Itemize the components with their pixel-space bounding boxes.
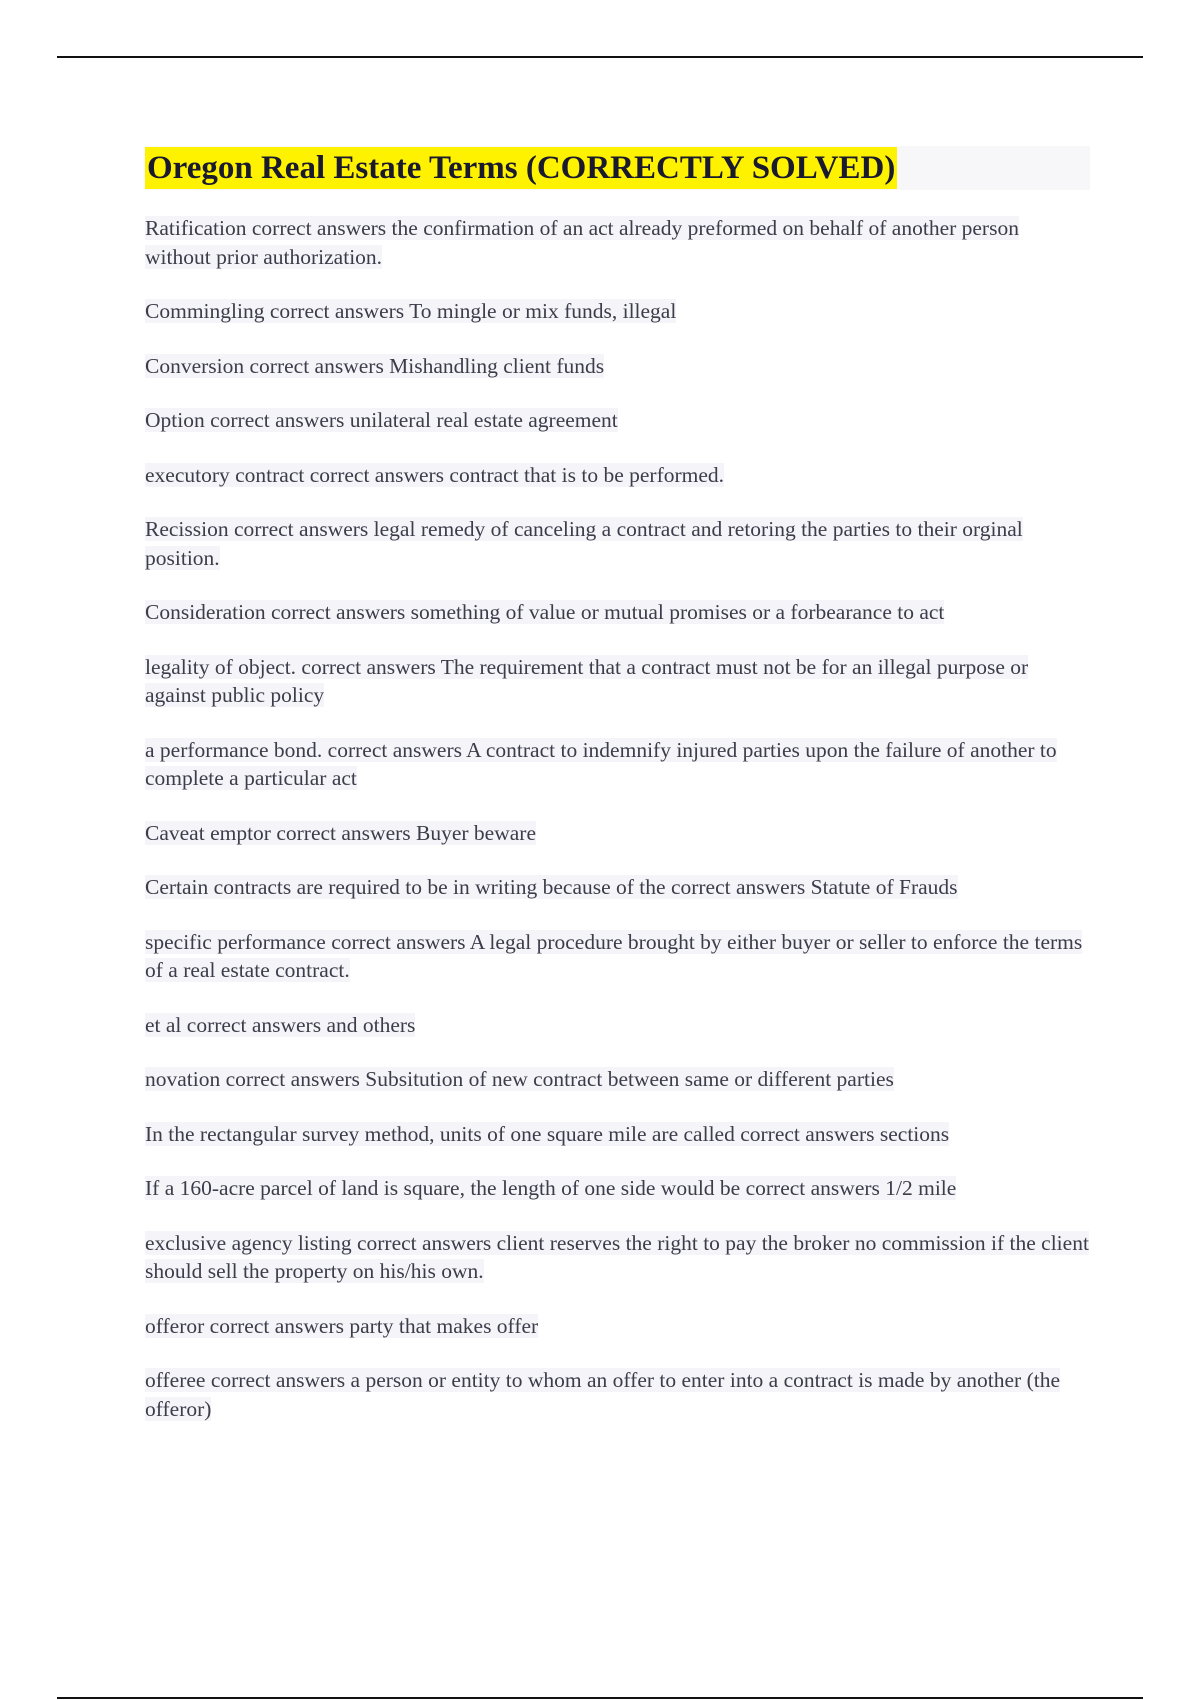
term-text: offeror correct answers party that makes offer: [145, 1313, 539, 1338]
term-text: et al correct answers and others: [145, 1012, 416, 1037]
term-text: If a 160-acre parcel of land is square, the length of one side would be correct answers 1/2 mile: [145, 1176, 957, 1200]
term-item: [145, 515, 1090, 572]
term-text: Option correct answers unilateral real estate agreement: [145, 408, 618, 432]
term-item: [145, 873, 1090, 902]
term-item: [145, 1065, 1090, 1094]
term-text: exclusive agency listing correct answers client reserves the right to pay the broker no commission if the client should sell the property on his/his own.: [145, 1230, 1089, 1283]
terms-list: [145, 214, 1090, 1423]
term-item: [145, 1366, 1090, 1423]
term-text: In the rectangular survey method, units of one square mile are called correct answers sections: [145, 1121, 950, 1146]
top-rule: [57, 56, 1143, 58]
term-item: [145, 1120, 1090, 1149]
term-text: novation correct answers Subsitution of new contract between same or different parties: [145, 1067, 894, 1091]
term-item: [145, 352, 1090, 381]
term-text: a performance bond. correct answers A contract to indemnify injured parties upon the failure of another to complete a particular act: [145, 737, 1057, 790]
term-item: [145, 297, 1090, 326]
term-item: [145, 461, 1090, 490]
term-item: [145, 598, 1090, 627]
term-item: [145, 819, 1090, 848]
term-text: Caveat emptor correct answers Buyer beware: [145, 820, 536, 845]
term-text: offeree correct answers a person or entity to whom an offer to enter into a contract is made by another (the offeror): [145, 1368, 1060, 1421]
document-title: Oregon Real Estate Terms (CORRECTLY SOLVED): [145, 147, 897, 189]
term-text: executory contract correct answers contract that is to be performed.: [145, 462, 725, 487]
term-text: Conversion correct answers Mishandling client funds: [145, 353, 605, 378]
term-item: [145, 736, 1090, 793]
term-item: [145, 928, 1090, 985]
term-item: [145, 214, 1090, 271]
term-text: Ratification correct answers the confirmation of an act already preformed on behalf of another person without prior authorization.: [145, 216, 1019, 269]
term-item: [145, 1312, 1090, 1341]
term-item: [145, 1174, 1090, 1203]
term-text: Certain contracts are required to be in writing because of the correct answers Statute of Frauds: [145, 875, 958, 899]
term-text: specific performance correct answers A legal procedure brought by either buyer or seller to enforce the terms of a real estate contract.: [145, 929, 1083, 982]
term-item: [145, 653, 1090, 710]
term-item: [145, 406, 1090, 435]
term-text: Commingling correct answers To mingle or mix funds, illegal: [145, 299, 677, 323]
term-item: [145, 1011, 1090, 1040]
term-item: [145, 1229, 1090, 1286]
title-row: [145, 146, 1090, 190]
document-body: [145, 146, 1090, 1449]
term-text: legality of object. correct answers The requirement that a contract must not be for an illegal purpose or against public policy: [145, 654, 1029, 707]
bottom-rule: [57, 1697, 1143, 1699]
term-text: Consideration correct answers something of value or mutual promises or a forbearance to act: [145, 600, 945, 624]
term-text: Recission correct answers legal remedy of canceling a contract and retoring the parties to their orginal position.: [145, 517, 1023, 570]
